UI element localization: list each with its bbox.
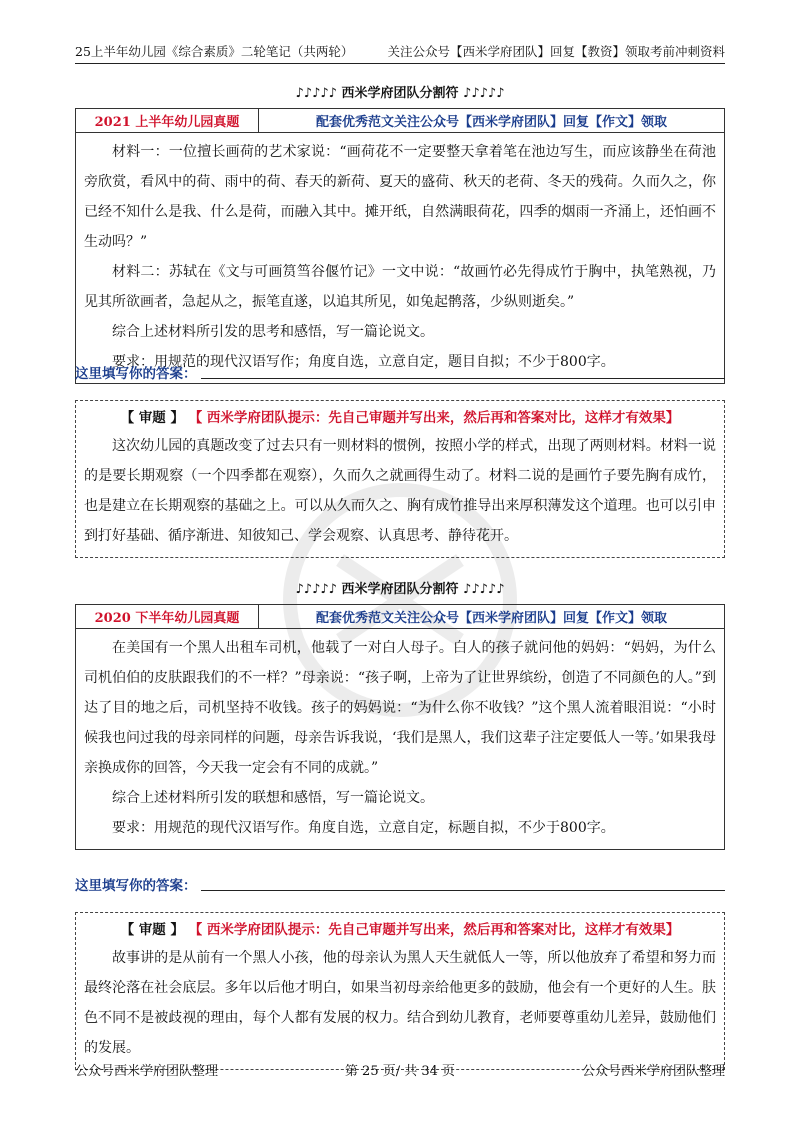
story-material: 在美国有一个黑人出租车司机，他载了一对白人母子。白人的孩子就问他的妈妈：“妈妈，为什么司机伯伯的皮肤跟我们的不一样？”母亲说：“孩子啊，上帝为了让世界缤纷，创造了不同颜色的人。”到达了目的地之后，司机坚持不收钱。孩子的妈妈说：“为什么你不收钱？”这个黑人流着眼泪说：“小时候我也问过我的母亲同样的问题，母亲告诉我说，‘我们是黑人，我们这辈子注定要低人一等。’如果我母亲换成你的回答，今天我一定会有不同的成就。”: [84, 640, 716, 776]
task-instruction: 综合上述材料所引发的联想和感悟，写一篇论说文。: [112, 790, 434, 806]
section-separator: ♪♪♪♪♪ 西米学府团队分割符 ♪♪♪♪♪: [295, 86, 505, 101]
question-body: [76, 133, 724, 383]
review-title: [84, 407, 716, 429]
answer-underline[interactable]: [201, 890, 726, 891]
answer-label: 这里填写你的答案：: [75, 366, 197, 382]
review-box-2: [75, 912, 725, 1070]
review-label: 【 审题 】: [120, 410, 184, 426]
question-box-2021: [75, 108, 725, 384]
header-left-text: 25上半年幼儿园《综合素质》二轮笔记（共两轮）: [75, 44, 354, 59]
question-year-label: 2021 上半年幼儿园真题: [76, 109, 259, 132]
footer-left-text: 公众号西米学府团队整理: [75, 1064, 219, 1079]
task-requirements: 要求：用规范的现代汉语写作。角度自选，立意自定，标题自拟，不少于800字。: [112, 820, 615, 836]
page-header: [75, 38, 725, 64]
answer-line-1[interactable]: [75, 360, 725, 382]
header-right-text: 关注公众号【西米学府团队】回复【教资】领取考前冲刺资料: [387, 44, 725, 59]
question-promo-text: 配套优秀范文关注公众号【西米学府团队】回复【作文】领取: [315, 611, 667, 626]
review-box-1: [75, 400, 725, 558]
review-tip: 【 西米学府团队提示：先自己审题并写出来，然后再和答案对比，这样才有效果】: [188, 922, 680, 938]
page-number: 第 25 页/ 共 34 页: [344, 1064, 456, 1079]
review-title: [84, 919, 716, 941]
page-footer: [75, 1060, 725, 1079]
section-separator: ♪♪♪♪♪ 西米学府团队分割符 ♪♪♪♪♪: [295, 582, 505, 597]
question-year-label: 2020 下半年幼儿园真题: [76, 605, 259, 628]
footer-right-text: 公众号西米学府团队整理: [581, 1064, 725, 1079]
task-requirements: 要求：用规范的现代汉语写作；角度自选，立意自定，题目自拟；不少于800字。: [112, 354, 615, 370]
question-body: [76, 629, 724, 849]
answer-line-2[interactable]: [75, 872, 725, 894]
answer-underline[interactable]: [201, 378, 726, 379]
review-text: 故事讲的是从前有一个黑人小孩，他的母亲认为黑人天生就低人一等，所以他放弃了希望和努力而最终沦落在社会底层。多年以后他才明白，如果当初母亲给他更多的鼓励，他会有一个更好的人生。肤色不同不是被歧视的理由，每个人都有发展的权力。结合到幼儿教育，老师要尊重幼儿差异，鼓励他们的发展。: [84, 950, 716, 1056]
question-header: [76, 109, 724, 133]
question-promo-text: 配套优秀范文关注公众号【西米学府团队】回复【作文】领取: [315, 115, 667, 130]
task-instruction: 综合上述材料所引发的思考和感悟，写一篇论说文。: [112, 324, 434, 340]
review-text: 这次幼儿园的真题改变了过去只有一则材料的惯例，按照小学的样式，出现了两则材料。材料一说的是要长期观察（一个四季都在观察），久而久之就画得生动了。材料二说的是画竹子要先胸有成竹，也是建立在长期观察的基础之上。可以从久而久之、胸有成竹推导出来厚积薄发这个道理。也可以引申到打好基础、循序渐进、知彼知己、学会观察、认真思考、静待花开。: [84, 438, 716, 544]
question-header: [76, 605, 724, 629]
review-tip: 【 西米学府团队提示：先自己审题并写出来，然后再和答案对比，这样才有效果】: [188, 410, 680, 426]
material-two: 材料二：苏轼在《文与可画筼筜谷偃竹记》一文中说：“故画竹必先得成竹于胸中，执笔熟视，乃见其所欲画者，急起从之，振笔直遂，以追其所见，如兔起鹘落，少纵则逝矣。”: [84, 264, 716, 310]
review-label: 【 审题 】: [120, 922, 184, 938]
material-one: 材料一：一位擅长画荷的艺术家说：“画荷花不一定要整天拿着笔在池边写生，而应该静坐在荷池旁欣赏，看风中的荷、雨中的荷、春天的新荷、夏天的盛荷、秋天的老荷、冬天的残荷。久而久之，你已经不知什么是我、什么是荷，而融入其中。摊开纸，自然满眼荷花，四季的烟雨一齐涌上，还怕画不生动吗？”: [84, 144, 716, 250]
question-box-2020: [75, 604, 725, 850]
answer-label: 这里填写你的答案：: [75, 878, 197, 894]
